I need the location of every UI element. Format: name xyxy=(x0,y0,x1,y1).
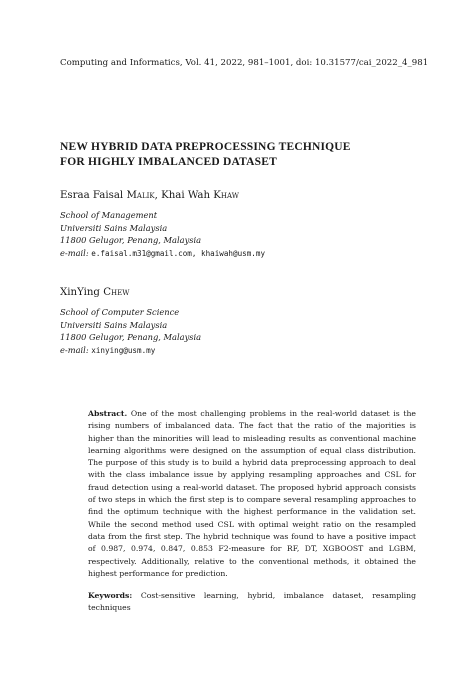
author-list-1 xyxy=(60,190,239,201)
affiliation-line: Universiti Sains Malaysia xyxy=(60,319,168,330)
keywords xyxy=(88,590,416,615)
author-family-name: Malik xyxy=(126,190,155,201)
journal-citation: Computing and Informatics, Vol. 41, 2022, 981–1001, doi: 10.31577/cai_2022_4_981 xyxy=(60,58,429,68)
author-list-2 xyxy=(60,287,129,298)
author-given-name: XinYing xyxy=(60,287,100,298)
abstract-text: One of the most challenging problems in the real-world dataset is the rising numbers of imbalanced data. The fact that the ratio of the majorities is higher than the minorities will lead to misleading results as conventional machine learning algorithms were designed on the assumption of equal class distribution. The purpose of this study is to build a hybrid data preprocessing approach to deal with the class imbalance issue by applying resampling approaches and CSL for fraud detection using a real-world dataset. The proposed hybrid approach consists of two steps in which the first step is to compare several resampling approaches to find the optimum technique with the highest performance in the validation set. While the second method used CSL with optimal weight ratio on the resampled data from the first step. The hybrid technique was found to have a positive impact of 0.987, 0.974, 0.847, 0.853 F2-measure for RF, DT, XGBOOST and LGBM, respectively. Additionally, relative to the conventional methods, it obtained the highest performance for prediction. xyxy=(88,409,416,578)
affiliation-line: School of Management xyxy=(60,210,158,220)
affiliation-line: 11800 Gelugor, Penang, Malaysia xyxy=(60,235,202,246)
affiliation-line: School of Computer Science xyxy=(60,307,180,317)
affiliation-line: Universiti Sains Malaysia xyxy=(60,222,168,233)
author-family-name: Chew xyxy=(103,287,130,298)
author-given-name: Esraa Faisal xyxy=(60,190,124,201)
affiliation-block-2 xyxy=(60,306,201,357)
email-label: e-mail: xyxy=(60,247,89,258)
paper-title xyxy=(60,140,420,169)
email-label: e-mail: xyxy=(60,344,89,355)
affiliation-line: 11800 Gelugor, Penang, Malaysia xyxy=(60,332,202,343)
author-separator: , xyxy=(154,190,162,201)
keywords-label: Keywords: xyxy=(88,591,133,600)
email-line xyxy=(60,344,201,358)
affiliation-block-1 xyxy=(60,209,265,260)
author-given-name: Khai Wah xyxy=(161,190,211,201)
title-line-2: FOR HIGHLY IMBALANCED DATASET xyxy=(60,155,277,168)
keywords-text: Cost-sensitive learning, hybrid, imbalance dataset, resampling techniques xyxy=(88,591,416,613)
title-line-1: NEW HYBRID DATA PREPROCESSING TECHNIQUE xyxy=(60,141,351,153)
author-family-name: Khaw xyxy=(213,190,239,201)
abstract-label: Abstract. xyxy=(88,409,128,418)
abstract xyxy=(88,408,416,580)
email-line xyxy=(60,247,265,261)
email-address[interactable]: xinying@usm.my xyxy=(91,345,156,355)
email-address[interactable]: e.faisal.m31@gmail.com, khaiwah@usm.my xyxy=(91,248,266,258)
